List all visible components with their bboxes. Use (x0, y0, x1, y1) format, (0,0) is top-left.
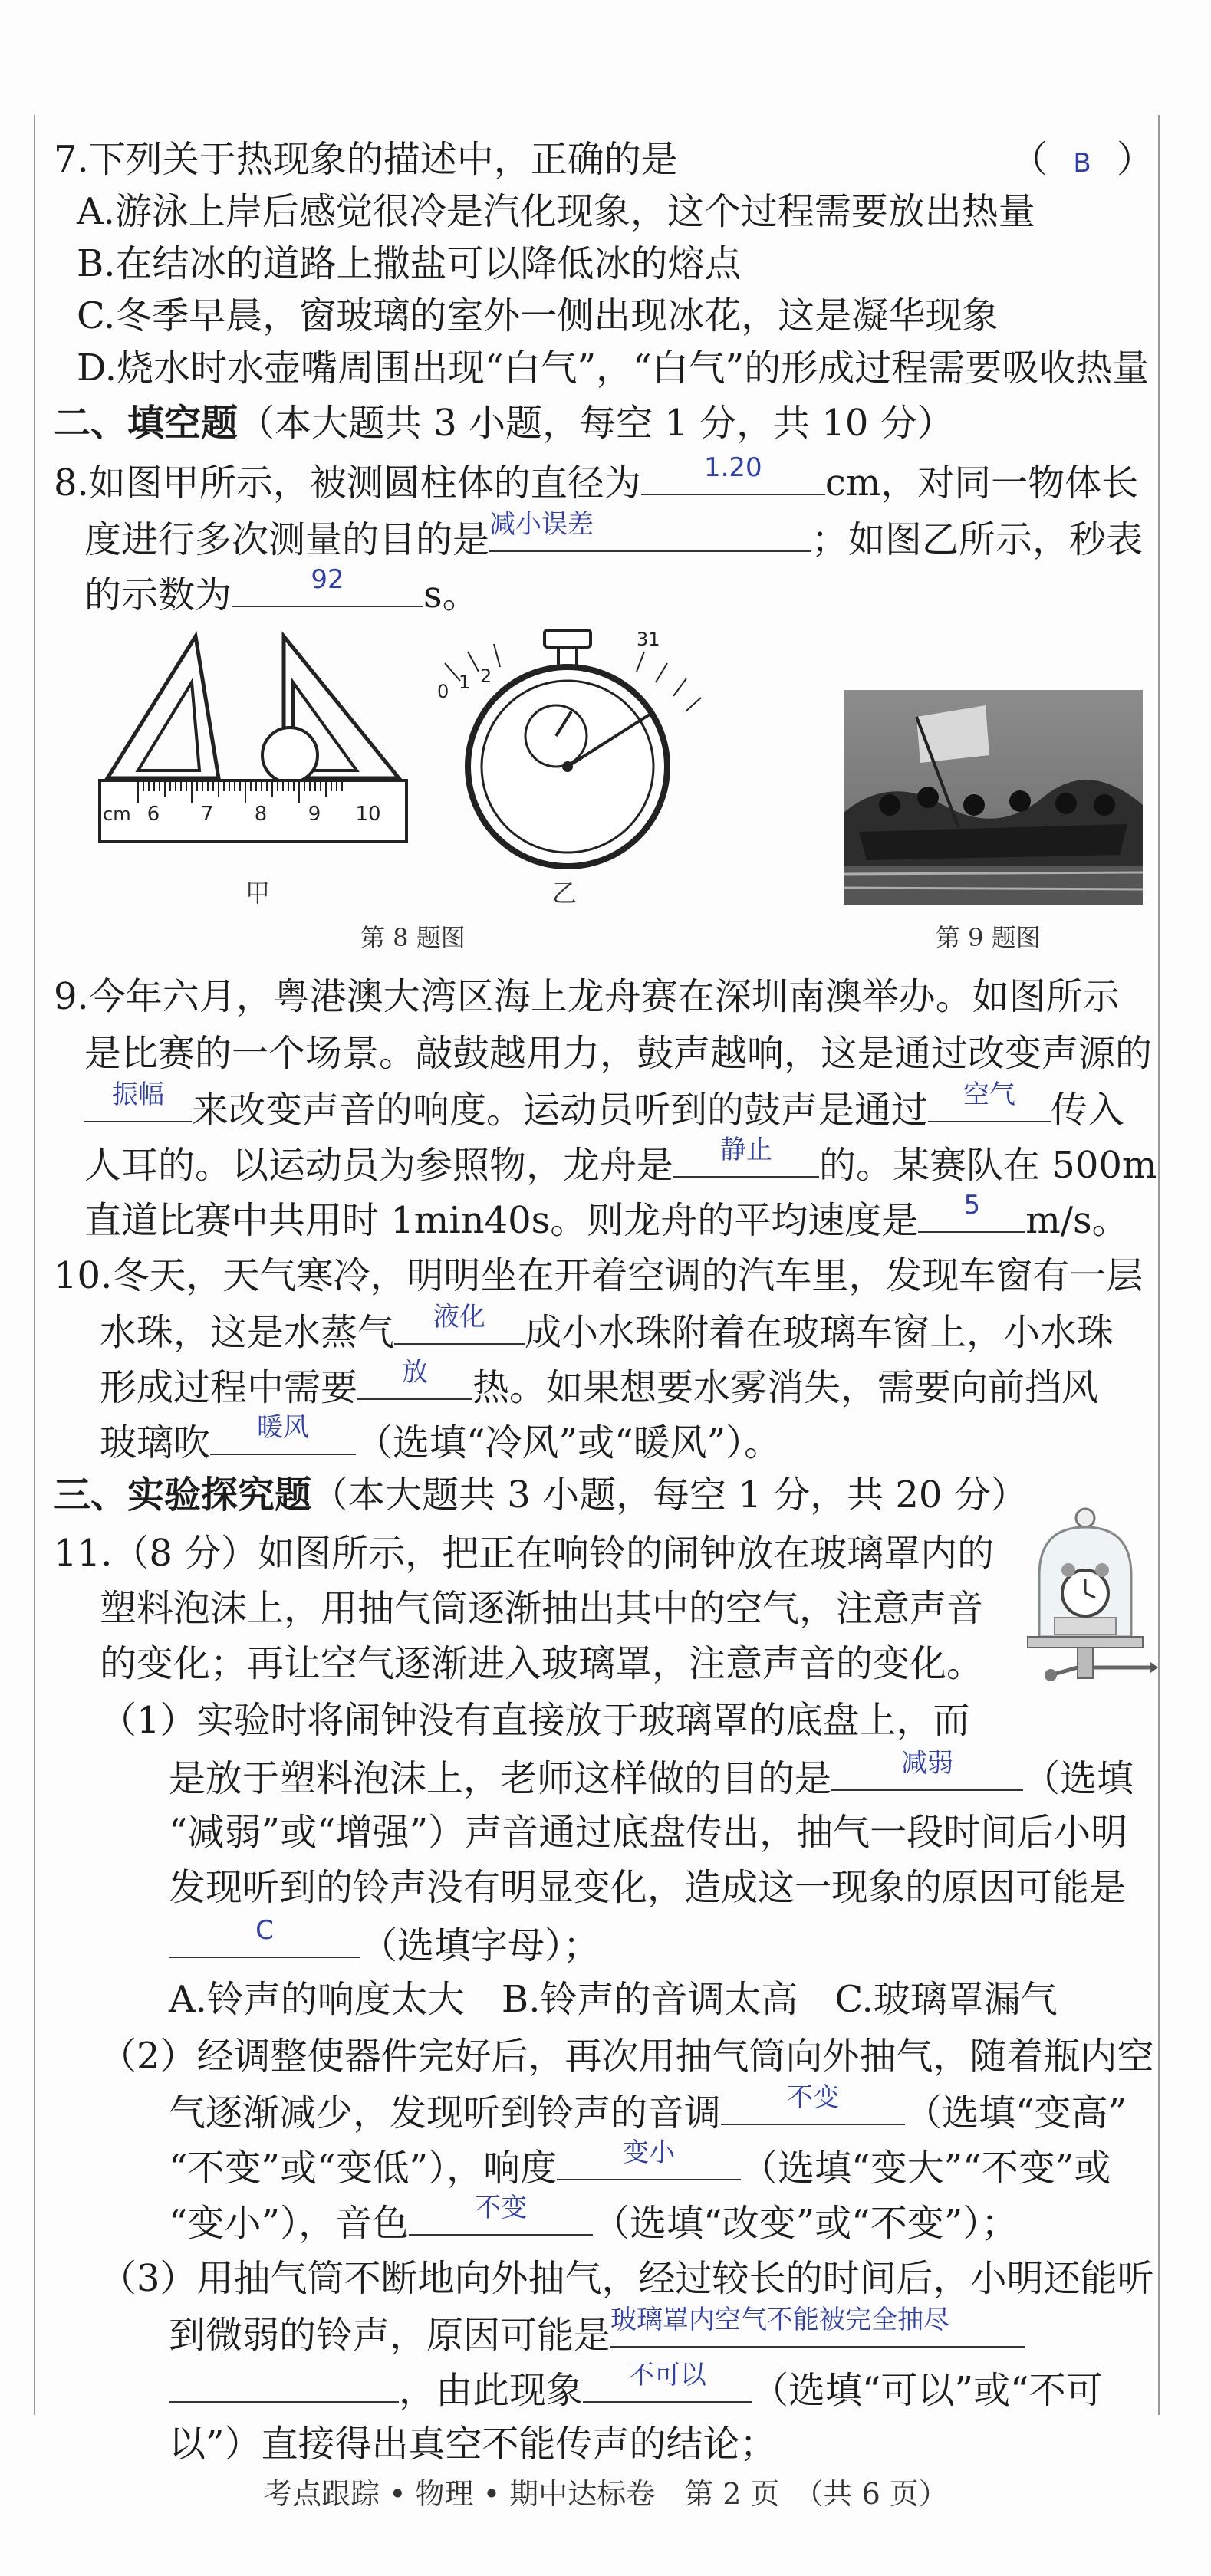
q11-p3-blank1a: 玻璃罩内空气不能被完全抽尽 (610, 2309, 1025, 2348)
q9-line3: 振幅 来改变声音的响度。运动员听到的鼓声是通过 空气 传入 (84, 1084, 1124, 1135)
q10-blank3: 暖风 (210, 1417, 356, 1455)
ruler-label-8: 8 (254, 803, 268, 826)
q11-p1-options: A.铃声的响度太大 B.铃声的音调太高 C.玻璃罩漏气 (169, 1978, 1058, 2021)
stopwatch-mark-31: 31 (637, 629, 660, 650)
ruler-label-9: 9 (308, 803, 321, 826)
q10-line3: 形成过程中需要 放 热。如果想要水雾消失，需要向前挡风 (100, 1357, 1099, 1409)
q11-p3-line4: 以”）直接得出真空不能传声的结论； (169, 2423, 777, 2466)
figure-9-caption: 第 9 题图 (936, 923, 1041, 952)
left-border (34, 115, 35, 2415)
ruler-label-7: 7 (200, 803, 214, 826)
q11-p2-line4: “变小”），音色 不变 （选填“改变”或“不变”）； (169, 2193, 1018, 2245)
figure-label-jia: 甲 (245, 879, 271, 908)
q8-line2: 度进行多次测量的目的是 减小误差 ；如图乙所示，秒表 (84, 509, 1144, 561)
q8-line1: 8.如图甲所示，被测圆柱体的直径为 1.20 cm，对同一物体长 (54, 452, 1139, 504)
stopwatch-mark-2: 2 (480, 665, 492, 687)
ruler-label-10: 10 (355, 803, 381, 826)
q11-p1-line1: （1）实验时将闹钟没有直接放于玻璃罩的底盘上，而 (100, 1699, 970, 1742)
q11-p3-line2: 到微弱的铃声，原因可能是 玻璃罩内空气不能被完全抽尽 (169, 2309, 1025, 2360)
q11-p1-blank1: 减弱 (831, 1753, 1023, 1791)
q9-line2: 是比赛的一个场景。敲鼓越用力，鼓声越响，这是通过改变声源的 (84, 1032, 1153, 1075)
stopwatch-mark-1: 1 (459, 672, 471, 693)
q10-line1: 10.冬天，天气寒冷，明明坐在开着空调的汽车里，发现车窗有一层 (54, 1254, 1144, 1297)
q11-p1-line2: 是放于塑料泡沫上，老师这样做的目的是 减弱 （选填 (169, 1748, 1134, 1800)
stopwatch-mark-0: 0 (437, 681, 449, 702)
q11-p2-line3: “不变”或“变低”），响度 变小 （选填“变大”“不变”或 (169, 2137, 1111, 2190)
q7-option-d: D.烧水时水壶嘴周围出现“白气”，“白气”的形成过程需要吸收热量 (77, 347, 1150, 389)
ruler-unit: cm (103, 803, 131, 825)
q8-line3: 的示数为 92 s。 (84, 564, 479, 616)
q9-blank1: 振幅 (84, 1084, 192, 1122)
q11-p1-line5: C （选填字母）； (169, 1920, 600, 1970)
q9-blank3: 静止 (673, 1139, 819, 1178)
q9-line5: 直道比赛中共用时 1min40s。则龙舟的平均速度是 5 m/s。 (84, 1190, 1129, 1242)
q11-line2: 塑料泡沫上，用抽气筒逐渐抽出其中的空气，注意声音 (100, 1587, 984, 1630)
q11-p3-line1: （3）用抽气筒不断地向外抽气，经过较长的时间后，小明还能听 (100, 2257, 1154, 2300)
q7-answer-paren: （ B ） (1011, 138, 1154, 181)
q7-option-b: B.在结冰的道路上撒盐可以降低冰的熔点 (77, 242, 742, 285)
q9-line4: 人耳的。以运动员为参照物，龙舟是 静止 的。某赛队在 500m (84, 1135, 1157, 1187)
q10-blank2: 放 (357, 1362, 472, 1400)
q9-blank2: 空气 (928, 1084, 1051, 1122)
q7-stem: 7.下列关于热现象的描述中，正确的是 (54, 138, 678, 181)
q11-p2-line2: 气逐渐减少，发现听到铃声的音调 不变 （选填“变高” (169, 2082, 1127, 2134)
q9-line1: 9.今年六月，粤港澳大湾区海上龙舟赛在深圳南澳举办。如图所示 (54, 975, 1120, 1018)
figure-8-caption: 第 8 题图 (360, 923, 466, 952)
q11-p3-blank1b (169, 2364, 399, 2403)
q11-line3: 的变化；再让空气逐渐进入玻璃罩，注意声音的变化。 (100, 1642, 984, 1685)
ruler-label-6: 6 (146, 803, 160, 826)
page-footer: 考点跟踪 • 物理 • 期中达标卷 第 2 页 （共 6 页） (263, 2477, 948, 2511)
q11-p1-blank2: C (169, 1920, 360, 1958)
q8-blank2: 减小误差 (489, 514, 811, 552)
q10-line2: 水珠，这是水蒸气 液化 成小水珠附着在玻璃车窗上，小水珠 (100, 1302, 1114, 1354)
q11-p2-blank3: 不变 (409, 2197, 593, 2236)
q11-p2-blank1: 不变 (721, 2087, 905, 2125)
section-3-heading: 三、实验探究题（本大题共 3 小题，每空 1 分，共 20 分） (54, 1474, 1028, 1516)
figure-dragon-boat-photo (844, 690, 1143, 905)
section-2-heading: 二、填空题（本大题共 3 小题，每空 1 分，共 10 分） (54, 402, 954, 445)
q8-blank3: 92 (232, 569, 423, 607)
q11-p3-blank2: 不可以 (583, 2364, 752, 2403)
q7-option-a: A.游泳上岸后感觉很冷是汽化现象，这个过程需要放出热量 (77, 190, 1035, 233)
figure-label-yi: 乙 (552, 879, 578, 908)
q11-p1-line4: 发现听到的铃声没有明显变化，造成这一现象的原因可能是 (169, 1866, 1127, 1909)
q10-line4: 玻璃吹 暖风 （选填“冷风”或“暖风”）。 (100, 1412, 782, 1464)
q8-blank1: 1.20 (641, 457, 825, 495)
q11-p3-line3: ，由此现象 不可以 （选填“可以”或“不可 (169, 2364, 1103, 2415)
q7-option-c: C.冬季早晨，窗玻璃的室外一侧出现冰花，这是凝华现象 (77, 294, 999, 337)
q11-p2-blank2: 变小 (557, 2142, 741, 2180)
q11-p1-line3: “减弱”或“增强”）声音通过底盘传出，抽气一段时间后小明 (169, 1811, 1128, 1854)
figure-bell-jar (1020, 1503, 1158, 1710)
q11-p2-line1: （2）经调整使器件完好后，再次用抽气筒向外抽气，随着瓶内空 (100, 2035, 1154, 2078)
right-border (1158, 115, 1160, 2415)
q9-blank4: 5 (918, 1194, 1025, 1233)
figure-ruler-triangles (92, 629, 414, 859)
q7-answer: B (1073, 148, 1091, 179)
q11-line1: 11.（8 分）如图所示，把正在响铃的闹钟放在玻璃罩内的 (54, 1532, 995, 1575)
figure-stopwatch (414, 621, 721, 874)
q10-blank1: 液化 (394, 1306, 525, 1345)
